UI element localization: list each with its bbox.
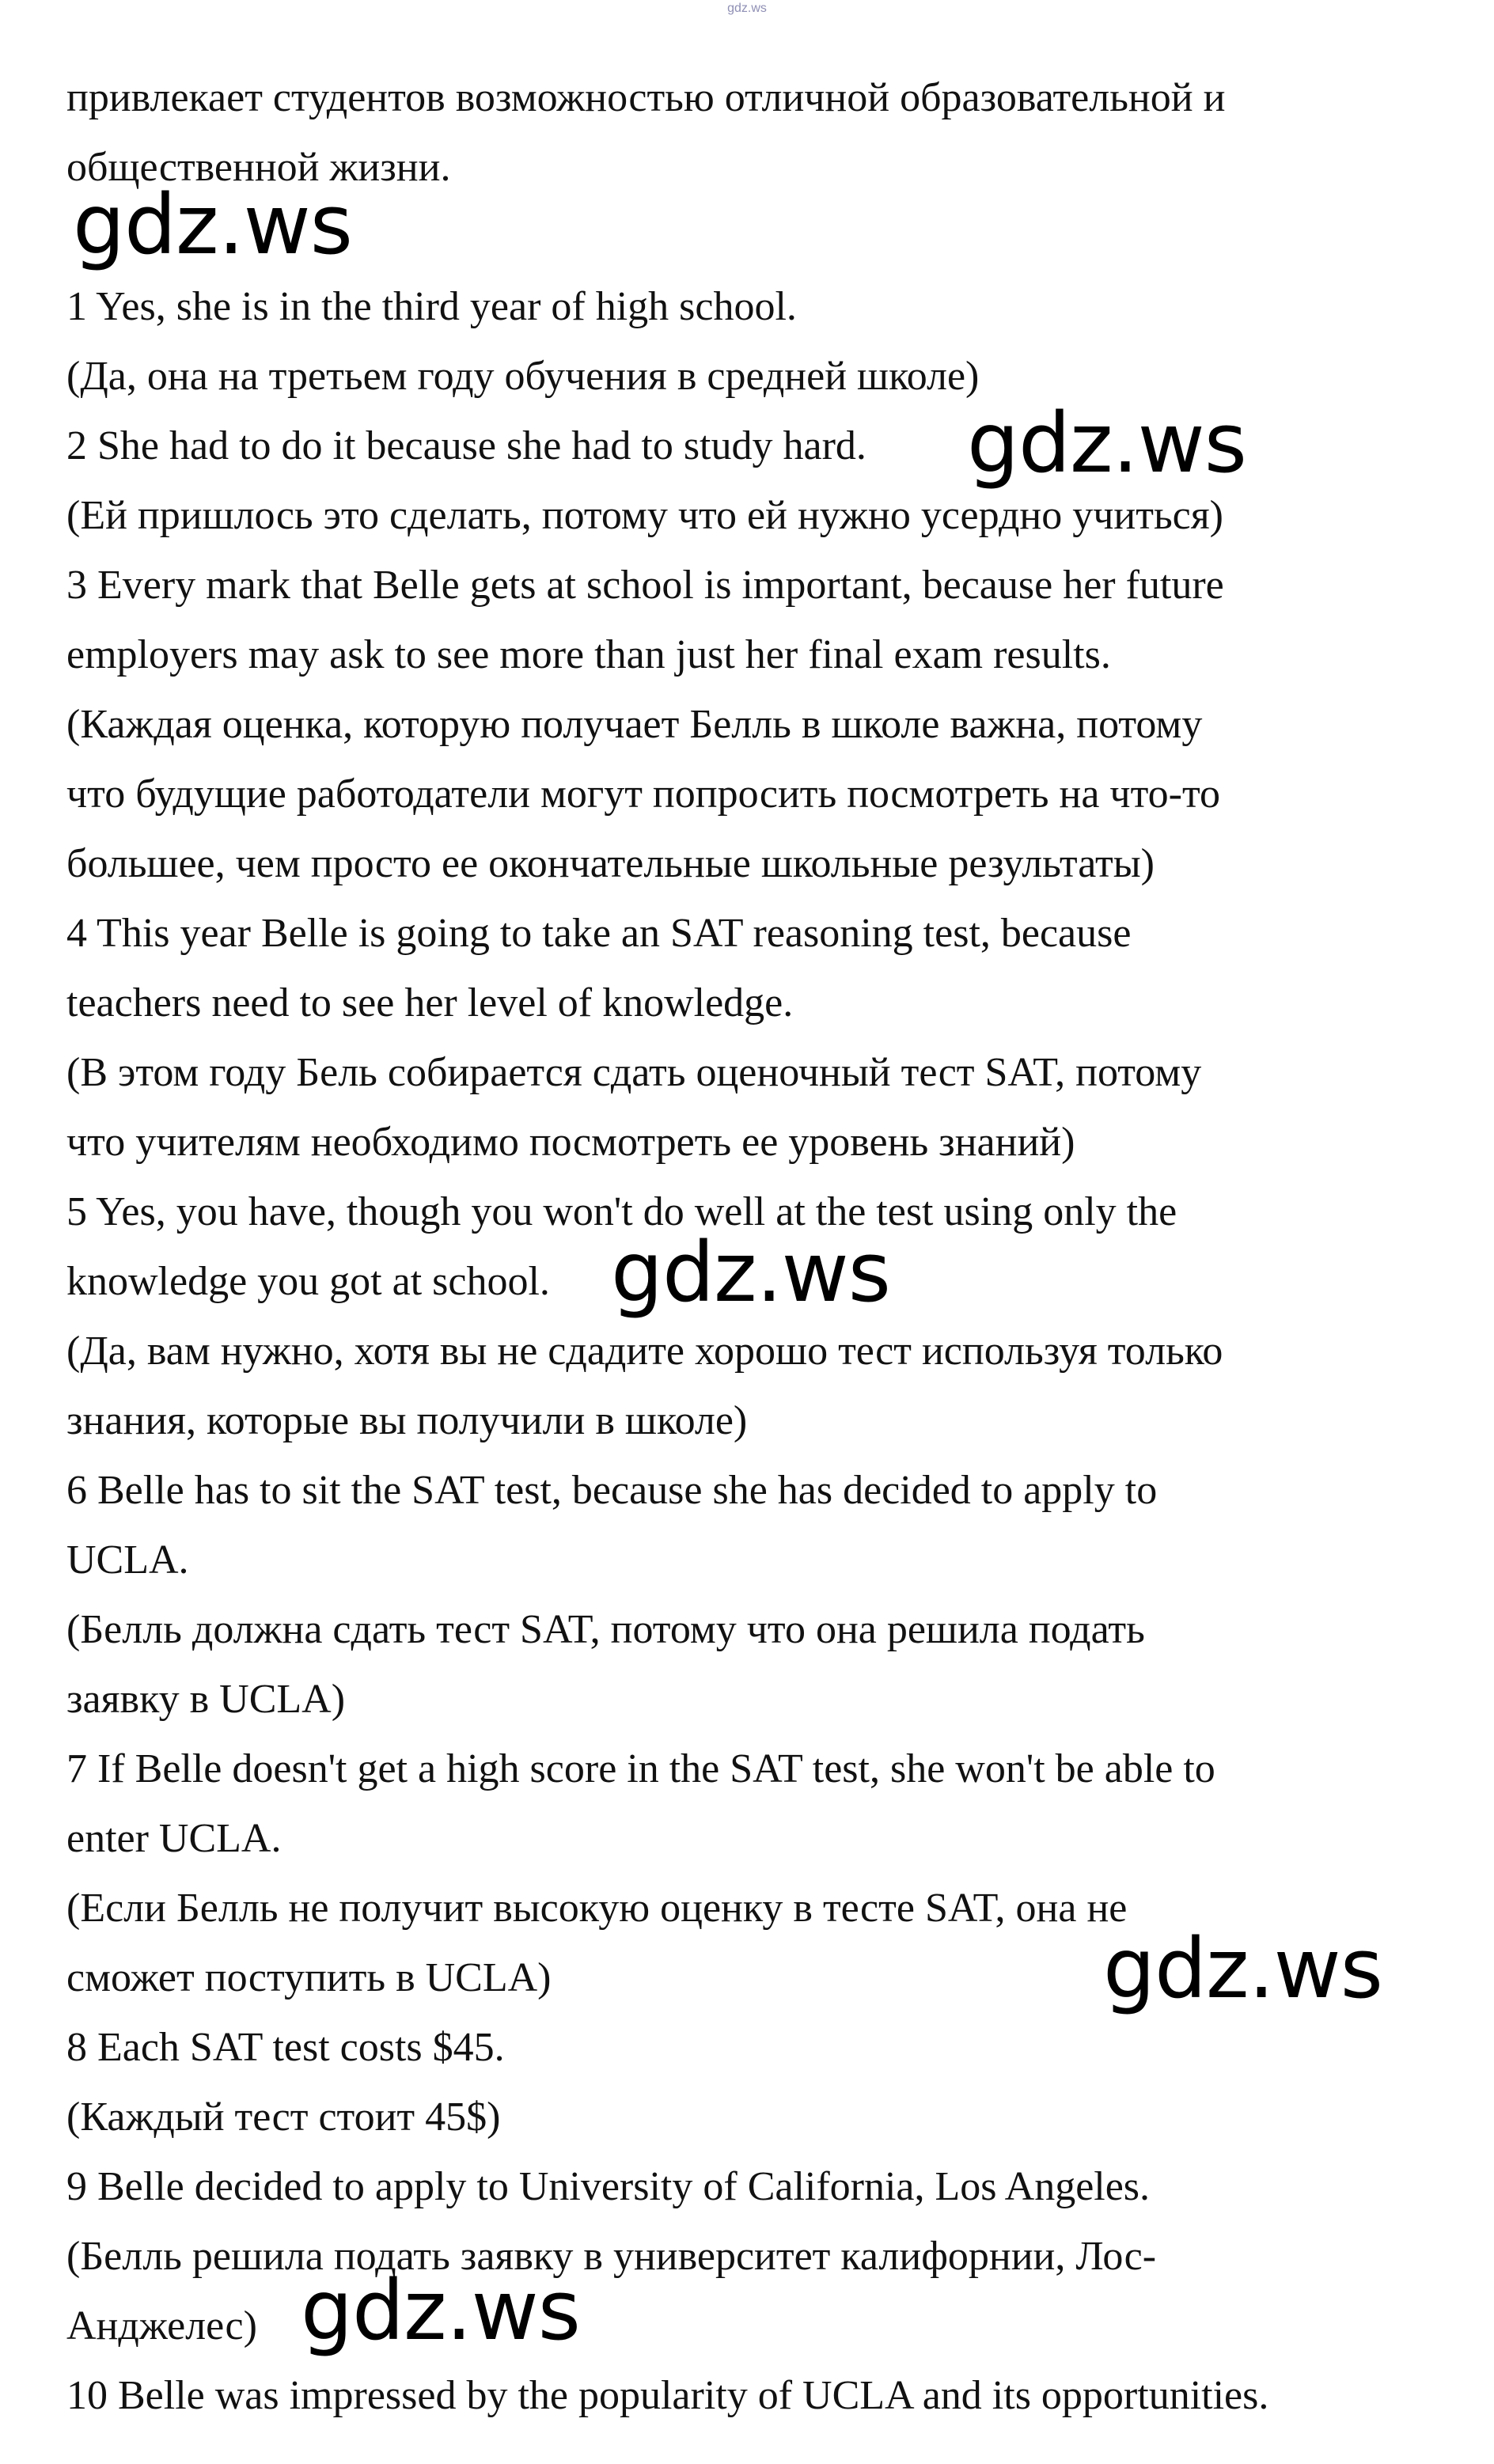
text-line: общественной жизни. — [66, 145, 451, 190]
answer-6-ru-cont: заявку в UCLA) — [66, 1677, 346, 1722]
answer-7-ru: (Если Белль не получит высокую оценку в тесте SAT, она не — [66, 1886, 1128, 1931]
answer-10-en: 10 Belle was impressed by the popularity of UCLA and its opportunities. — [66, 2373, 1269, 2418]
answer-5-en: 5 Yes, you have, though you won't do well at the test using only the — [66, 1189, 1177, 1234]
watermark-logo: gdz.ws — [73, 176, 352, 273]
answer-8-ru: (Каждый тест стоит 45$) — [66, 2094, 501, 2140]
watermark-logo: gdz.ws — [301, 2262, 580, 2359]
answer-9-ru: (Белль решила подать заявку в университет калифорнии, Лос- — [66, 2234, 1157, 2279]
text-line: привлекает студентов возможностью отличной образовательной и — [66, 75, 1226, 120]
watermark-logo: gdz.ws — [1103, 1920, 1382, 2017]
answer-8-en: 8 Each SAT test costs $45. — [66, 2025, 505, 2070]
answer-7-en: 7 If Belle doesn't get a high score in the SAT test, she won't be able to — [66, 1746, 1215, 1791]
answer-2-ru: (Ей пришлось это сделать, потому что ей нужно усердно учиться) — [66, 493, 1223, 538]
watermark-logo: gdz.ws — [611, 1224, 890, 1321]
answer-1-en: 1 Yes, she is in the third year of high school. — [66, 284, 797, 329]
answer-3-en: 3 Every mark that Belle gets at school is important, because her future — [66, 563, 1224, 608]
answer-7-ru-cont: сможет поступить в UCLA) — [66, 1955, 552, 2000]
answer-7-en-cont: enter UCLA. — [66, 1816, 282, 1861]
answer-9-ru-cont: Анджелес) — [66, 2303, 257, 2348]
answer-3-en-cont: employers may ask to see more than just her final exam results. — [66, 632, 1111, 677]
answer-3-ru: (Каждая оценка, которую получает Белль в школе важна, потому — [66, 702, 1203, 747]
answer-3-ru-cont: что будущие работодатели могут попросить посмотреть на что-то — [66, 771, 1220, 817]
answer-5-ru-cont: знания, которые вы получили в школе) — [66, 1398, 748, 1443]
answer-4-en: 4 This year Belle is going to take an SAT reasoning test, because — [66, 911, 1132, 956]
answer-6-en: 6 Belle has to sit the SAT test, because she has decided to apply to — [66, 1468, 1158, 1513]
answer-4-en-cont: teachers need to see her level of knowledge. — [66, 980, 794, 1025]
answer-5-ru: (Да, вам нужно, хотя вы не сдадите хорошо тест используя только — [66, 1329, 1223, 1374]
answer-2-en: 2 She had to do it because she had to study hard. — [66, 423, 866, 468]
answer-3-ru-cont: большее, чем просто ее окончательные школьные результаты) — [66, 841, 1155, 886]
answer-4-ru: (В этом году Бель собирается сдать оценочный тест SAT, потому — [66, 1050, 1202, 1095]
header-watermark: gdz.ws — [727, 2, 767, 15]
answer-6-ru: (Белль должна сдать тест SAT, потому что она решила подать — [66, 1607, 1145, 1652]
answer-9-en: 9 Belle decided to apply to University of California, Los Angeles. — [66, 2164, 1151, 2209]
answer-4-ru-cont: что учителям необходимо посмотреть ее уровень знаний) — [66, 1120, 1075, 1165]
answer-5-en-cont: knowledge you got at school. — [66, 1259, 550, 1304]
answer-1-ru: (Да, она на третьем году обучения в средней школе) — [66, 354, 980, 399]
answer-6-en-cont: UCLA. — [66, 1537, 189, 1583]
watermark-logo: gdz.ws — [967, 395, 1246, 491]
